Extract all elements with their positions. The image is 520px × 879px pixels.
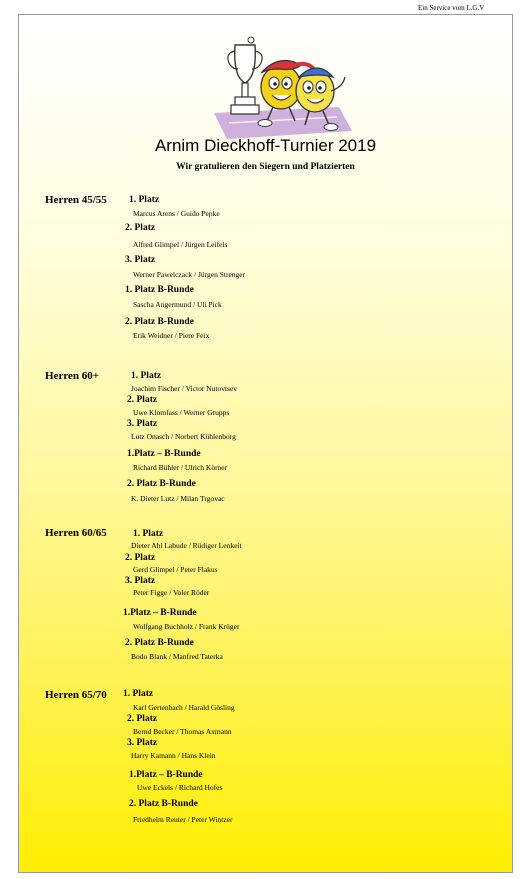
place-label: 3. Platz	[125, 576, 156, 586]
place-label: 1.Platz – B-Runde	[129, 770, 203, 780]
place-label: 2. Platz B-Runde	[125, 638, 194, 648]
group-title-herren-60-65: Herren 60/65	[45, 527, 107, 539]
congratulations-subtitle: Wir gratulieren den Siegern und Platzierten	[176, 162, 355, 172]
place-names: Alfred Glimpel / Jürgen Leifels	[133, 240, 228, 249]
place-names: Gerd Glimpel / Peter Flakus	[133, 565, 218, 574]
place-names: K. Dieter Lutz / Milan Trgovac	[131, 494, 225, 503]
tournament-title: Arnim Dieckhoff-Turnier 2019	[154, 136, 377, 155]
place-label: 3. Platz	[127, 738, 158, 748]
place-names: Harry Kamann / Hans Klein	[131, 751, 216, 760]
service-note: Ein Service vom L.G.V	[418, 4, 485, 12]
place-names: Friedhelm Reuter / Peter Wintzer	[133, 815, 233, 824]
place-label: 1.Platz – B-Runde	[127, 449, 201, 459]
place-names: Werner Pawelczack / Jürgen Strenger	[133, 270, 246, 279]
place-names: Bernd Becker / Thomas Axmann	[133, 727, 232, 736]
place-label: 1. Platz	[131, 371, 162, 381]
place-names: Joachim Fischer / Victor Nutovtsev	[131, 384, 238, 393]
place-names: Wolfgang Buchholz / Frank Krüger	[133, 622, 240, 631]
place-label: 2. Platz	[127, 395, 158, 405]
place-names: Uwe Klomfass / Werner Grupps	[133, 408, 230, 417]
place-names: Uwe Eckels / Richard Hofes	[137, 783, 223, 792]
place-names: Dieter Ahl Labude / Rüdiger Lenkeit	[131, 541, 242, 550]
group-title-herren-65-70: Herren 65/70	[45, 689, 107, 701]
place-label: 3. Platz	[125, 255, 156, 265]
group-title-herren-45-55: Herren 45/55	[45, 194, 107, 206]
place-names: Bodo Blank / Manfred Taterka	[131, 652, 223, 661]
place-label: 2. Platz B-Runde	[129, 799, 198, 809]
place-label: 1.Platz – B-Runde	[123, 608, 197, 618]
place-names: Marcus Arens / Guido Pepke	[133, 209, 220, 218]
place-label: 2. Platz B-Runde	[127, 479, 196, 489]
place-label: 1. Platz	[133, 529, 164, 539]
place-label: 2. Platz	[125, 553, 156, 563]
place-names: Sascha Angermund / Uli Pick	[133, 300, 222, 309]
place-label: 2. Platz	[127, 714, 158, 724]
place-label: 2. Platz	[125, 223, 156, 233]
place-label: 1. Platz B-Runde	[125, 285, 194, 295]
place-names: Karl Gertenbach / Harald Gösling	[133, 703, 235, 712]
place-label: 2. Platz B-Runde	[125, 317, 194, 327]
group-title-herren-60-plus: Herren 60+	[45, 370, 100, 382]
place-label: 1. Platz	[123, 689, 154, 699]
tennis-balls-trophy-logo	[209, 31, 354, 143]
place-names: Peter Figge / Voler Röder	[133, 588, 210, 597]
result-sheet	[18, 14, 513, 873]
place-names: Richard Bühler / Ulrich Körner	[133, 463, 228, 472]
place-label: 3. Platz	[127, 419, 158, 429]
place-names: Lutz Onasch / Norbert Kühlenborg	[131, 432, 236, 441]
place-names: Erik Weidner / Piere Feix	[133, 331, 210, 340]
place-label: 1. Platz	[129, 195, 160, 205]
